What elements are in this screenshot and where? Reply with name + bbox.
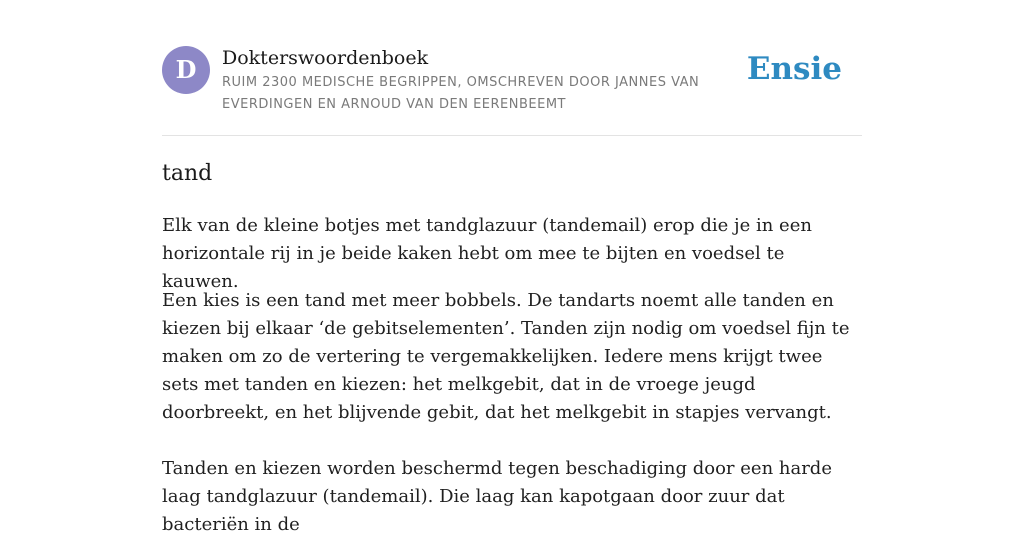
avatar[interactable]: D [162,46,210,94]
divider [162,135,862,136]
definition-paragraph: Tanden en kiezen worden beschermd tegen beschadiging door een harde laag tandglazuur (tandemail). Die laag kan kapotgaan door zuur dat bacteriën in de [162,458,832,535]
dictionary-title[interactable]: Dokterswoordenboek [222,47,429,69]
definition-paragraph: Elk van de kleine botjes met tandglazuur (tandemail) erop die je in een horizontale rij in je beide kaken hebt om mee te bijten en voedsel te kauwen. [162,215,812,292]
ensie-logo-link[interactable]: Ensie [746,51,842,87]
page [162,0,862,535]
page-title: tand [162,161,213,186]
dictionary-subtitle: RUIM 2300 MEDISCHE BEGRIPPEN, OMSCHREVEN DOOR JANNES VAN EVERDINGEN EN ARNOUD VAN DEN EERENBEEMT [222,75,700,112]
definition-paragraph: Een kies is een tand met meer bobbels. De tandarts noemt alle tanden en kiezen bij elkaar ‘de gebitselementen’. Tanden zijn nodig om voedsel fijn te maken om zo de vertering te vergemakkelijken. Iedere mens krijgt twee sets met tanden en kiezen: het melkgebit, dat in de vroege jeugd doorbreekt, en het blijvende gebit, dat het melkgebit in stapjes vervangt. [162,290,850,423]
header [162,46,862,116]
